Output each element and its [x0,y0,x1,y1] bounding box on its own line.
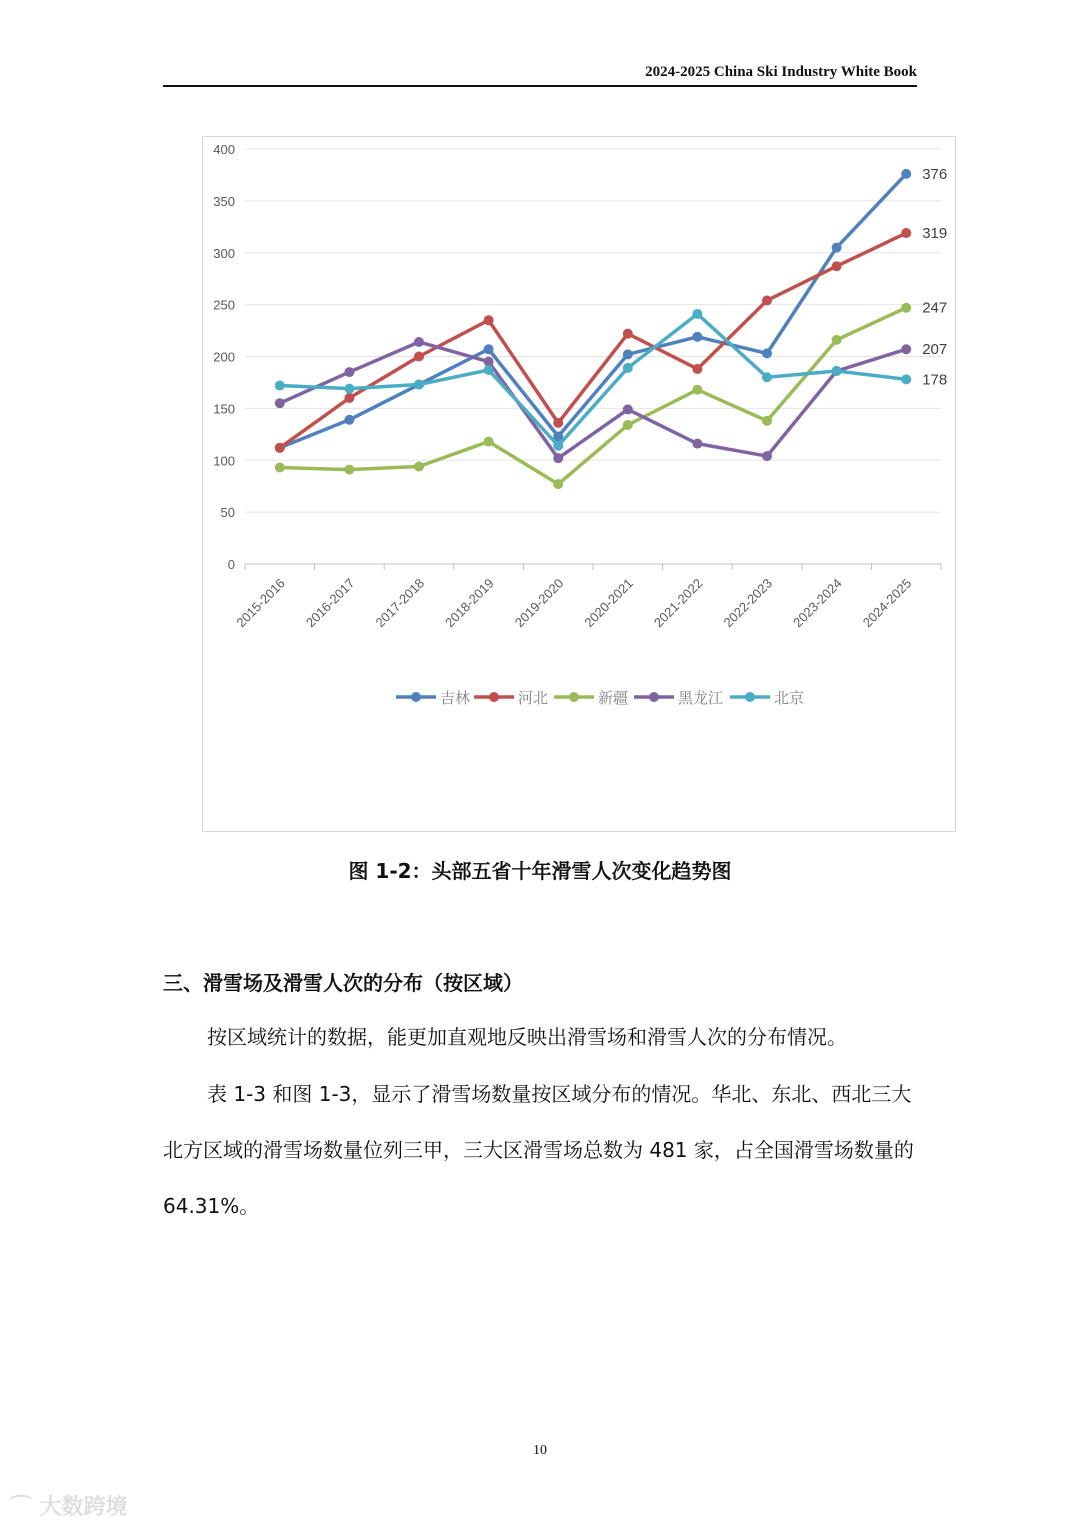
data-point [692,439,702,449]
data-point [832,366,842,376]
y-tick-label: 0 [227,557,235,572]
data-point [901,374,911,384]
data-point [484,365,494,375]
data-point [832,243,842,253]
legend-label: 河北 [518,689,549,707]
data-point [692,385,702,395]
data-point [901,228,911,238]
data-point [484,315,494,325]
data-point [344,465,354,475]
data-label: 207 [922,341,948,359]
y-tick-label: 250 [213,297,235,313]
legend-label: 北京 [774,689,805,707]
x-tick-label: 2023-2024 [790,575,845,631]
section-heading: 三、滑雪场及滑雪人次的分布（按区域） [163,971,523,995]
data-point [901,303,911,313]
data-point [623,404,633,414]
data-point [762,416,772,426]
y-tick-label: 50 [220,505,235,521]
data-point [762,295,772,305]
x-tick-label: 2024-2025 [859,575,915,631]
data-point [484,344,494,354]
series-line-河北 [280,233,906,448]
data-label: 247 [922,299,948,317]
y-tick-label: 300 [213,245,235,261]
y-tick-label: 100 [213,453,235,469]
data-point [832,261,842,271]
x-tick-label: 2015-2016 [233,575,288,631]
data-point [414,352,424,362]
x-tick-label: 2016-2017 [302,575,358,631]
x-tick-label: 2021-2022 [650,575,706,631]
data-point [553,418,563,428]
data-point [414,461,424,471]
legend-marker [745,692,755,702]
data-point [623,420,633,430]
data-point [692,364,702,374]
data-label: 319 [922,225,948,243]
data-point [344,367,354,377]
watermark-logo: ⌒ 大数跨境 [10,1495,128,1520]
x-tick-label: 2020-2021 [581,575,636,631]
y-tick-label: 200 [213,349,235,365]
x-tick-label: 2022-2023 [720,575,776,631]
y-tick-label: 150 [213,401,235,417]
legend-marker [489,692,499,702]
legend-label: 黑龙江 [678,689,724,707]
data-label: 178 [922,371,948,389]
data-point [344,415,354,425]
data-point [901,169,911,179]
data-point [762,372,772,382]
data-point [553,453,563,463]
legend-marker [649,692,659,702]
data-point [414,337,424,347]
data-point [762,451,772,461]
paragraph: 按区域统计的数据，能更加直观地反映出滑雪场和滑雪人次的分布情况。 [207,1025,847,1049]
data-point [275,443,285,453]
data-point [901,344,911,354]
data-point [762,348,772,358]
data-point [623,329,633,339]
data-point [623,363,633,373]
line-chart [202,136,956,832]
data-point [553,441,563,451]
running-header: 2024-2025 China Ski Industry White Book [645,64,917,80]
data-point [832,335,842,345]
data-point [275,381,285,391]
data-point [692,332,702,342]
data-point [344,393,354,403]
data-point [623,349,633,359]
data-point [414,380,424,390]
data-point [484,437,494,447]
header-rule [163,85,917,87]
page-number: 10 [533,1443,547,1458]
x-tick-label: 2017-2018 [372,575,428,631]
series-line-黑龙江 [280,342,906,458]
chart-svg [203,137,955,831]
data-point [344,384,354,394]
data-point [275,463,285,473]
data-point [553,479,563,489]
legend-marker [411,692,421,702]
data-point [692,309,702,319]
data-point [275,398,285,408]
x-tick-label: 2019-2020 [511,575,567,631]
y-tick-label: 350 [213,193,235,209]
y-tick-label: 400 [213,142,235,157]
legend-label: 新疆 [598,689,629,707]
x-tick-label: 2018-2019 [442,575,497,631]
paragraph: 表 1-3 和图 1-3，显示了滑雪场数量按区域分布的情况。华北、东北、西北三大北方区域的滑雪场数量位列三甲，三大区滑雪场总数为 481 家，占全国滑雪场数量的 64.31%。 [163,1082,914,1218]
data-label: 376 [922,165,948,183]
figure-caption: 图 1-2：头部五省十年滑雪人次变化趋势图 [348,859,732,883]
legend-label: 吉林 [440,689,471,707]
legend-marker [569,692,579,702]
